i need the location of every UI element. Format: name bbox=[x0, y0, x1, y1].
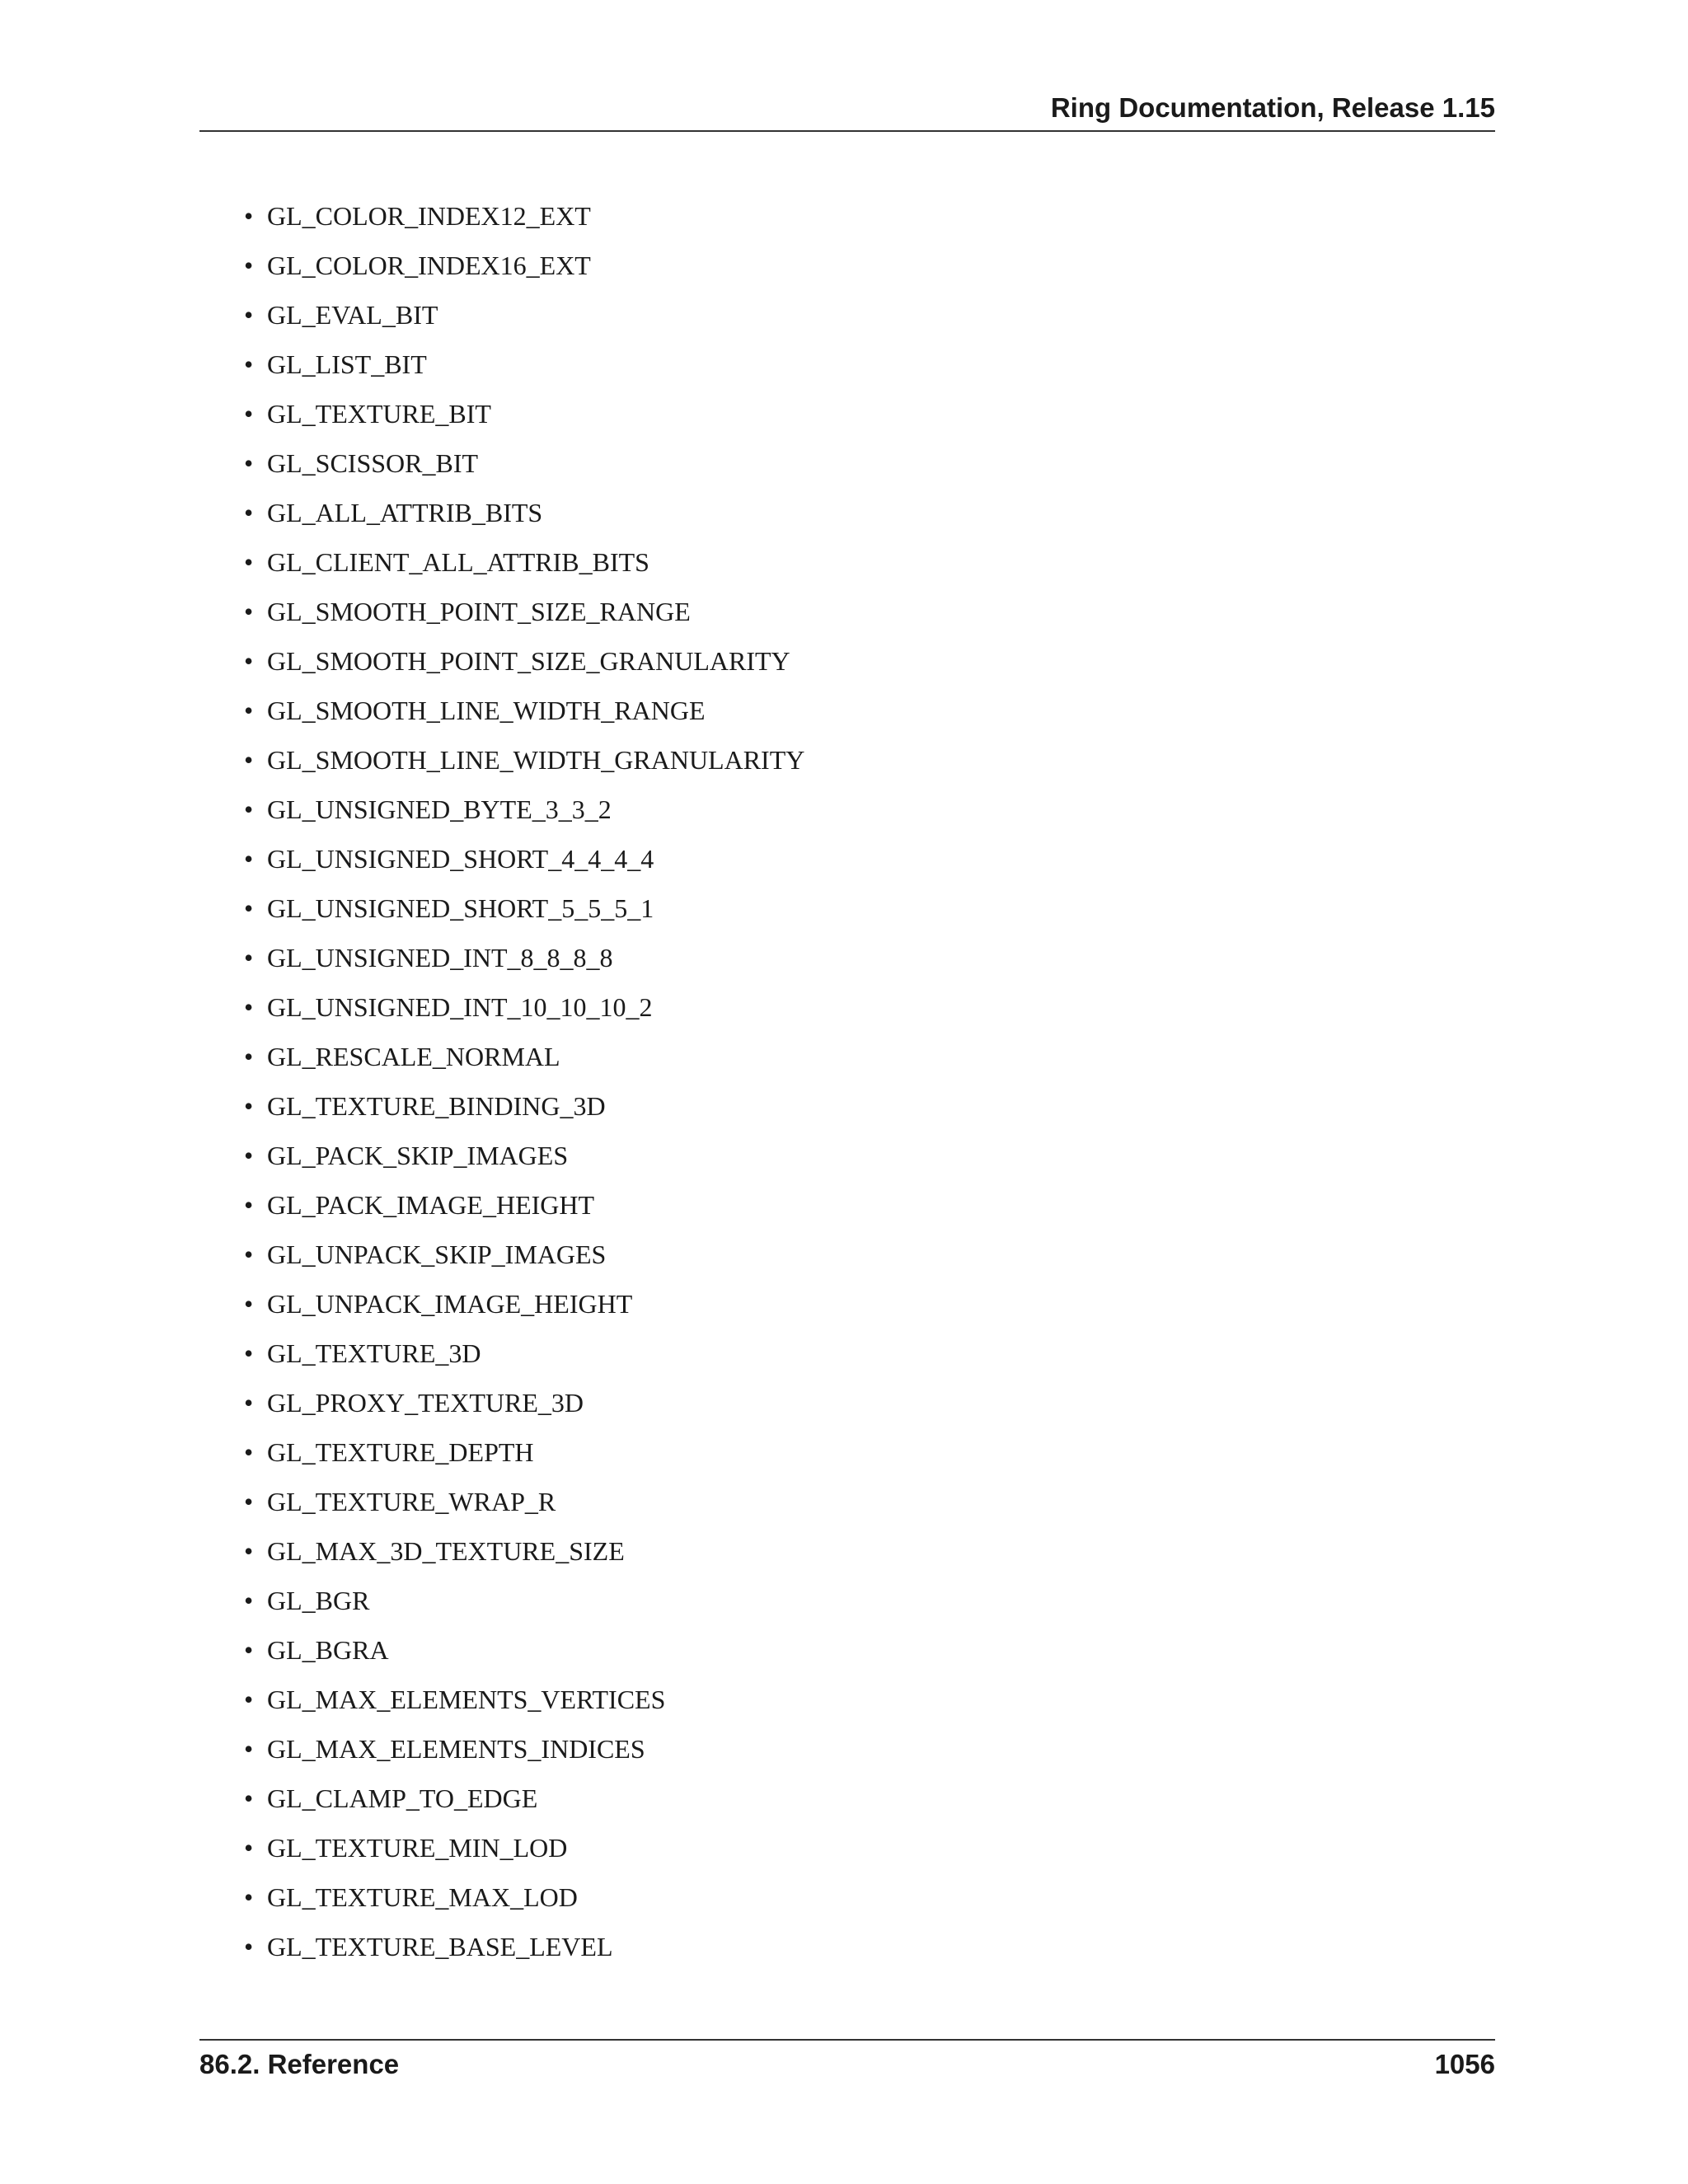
constant-name: GL_TEXTURE_DEPTH bbox=[267, 1437, 534, 1467]
constant-name: GL_UNSIGNED_SHORT_4_4_4_4 bbox=[267, 844, 654, 874]
list-item bbox=[244, 494, 804, 544]
bullet-icon: • bbox=[244, 448, 254, 478]
constant-name: GL_PACK_IMAGE_HEIGHT bbox=[267, 1190, 595, 1220]
list-item bbox=[244, 1879, 804, 1929]
list-item bbox=[244, 1830, 804, 1879]
list-item bbox=[244, 1533, 804, 1582]
document-title: Ring Documentation, Release 1.15 bbox=[1050, 92, 1495, 123]
constant-name: GL_TEXTURE_BINDING_3D bbox=[267, 1091, 606, 1121]
list-item bbox=[244, 297, 804, 346]
bullet-icon: • bbox=[244, 251, 254, 280]
bullet-icon: • bbox=[244, 745, 254, 775]
constant-name: GL_SMOOTH_POINT_SIZE_GRANULARITY bbox=[267, 646, 790, 676]
section-reference: 86.2. Reference bbox=[199, 2049, 400, 2079]
list-item bbox=[244, 1681, 804, 1731]
bullet-icon: • bbox=[244, 1289, 254, 1319]
list-item bbox=[244, 1088, 804, 1137]
bullet-icon: • bbox=[244, 1487, 254, 1516]
list-item bbox=[244, 445, 804, 494]
list-item bbox=[244, 1038, 804, 1088]
list-item bbox=[244, 692, 804, 742]
bullet-icon: • bbox=[244, 1042, 254, 1071]
bullet-icon: • bbox=[244, 1932, 254, 1961]
list-item bbox=[244, 1187, 804, 1236]
list-item bbox=[244, 1137, 804, 1187]
list-item bbox=[244, 247, 804, 297]
constant-name: GL_UNSIGNED_INT_10_10_10_2 bbox=[267, 992, 653, 1022]
constant-name: GL_COLOR_INDEX16_EXT bbox=[267, 251, 591, 280]
constant-name: GL_TEXTURE_BASE_LEVEL bbox=[267, 1932, 613, 1961]
list-item bbox=[244, 1632, 804, 1681]
bullet-icon: • bbox=[244, 349, 254, 379]
bullet-icon: • bbox=[244, 300, 254, 330]
list-item bbox=[244, 890, 804, 940]
list-item bbox=[244, 1286, 804, 1335]
bullet-icon: • bbox=[244, 992, 254, 1022]
list-item bbox=[244, 1335, 804, 1385]
constant-name: GL_SMOOTH_POINT_SIZE_RANGE bbox=[267, 597, 691, 626]
bullet-icon: • bbox=[244, 1734, 254, 1764]
list-item bbox=[244, 1731, 804, 1780]
constant-name: GL_LIST_BIT bbox=[267, 349, 427, 379]
constant-name: GL_TEXTURE_WRAP_R bbox=[267, 1487, 556, 1516]
bullet-icon: • bbox=[244, 646, 254, 676]
bullet-icon: • bbox=[244, 1783, 254, 1813]
page-number: 1056 bbox=[1434, 2049, 1495, 2079]
list-item bbox=[244, 1483, 804, 1533]
constant-name: GL_MAX_3D_TEXTURE_SIZE bbox=[267, 1536, 625, 1566]
constant-name: GL_TEXTURE_MIN_LOD bbox=[267, 1833, 568, 1863]
constant-list bbox=[244, 198, 804, 1978]
constant-name: GL_CLAMP_TO_EDGE bbox=[267, 1783, 538, 1813]
bullet-icon: • bbox=[244, 399, 254, 429]
list-item bbox=[244, 742, 804, 791]
bullet-icon: • bbox=[244, 597, 254, 626]
constant-name: GL_SCISSOR_BIT bbox=[267, 448, 479, 478]
bullet-icon: • bbox=[244, 794, 254, 824]
bullet-icon: • bbox=[244, 1240, 254, 1269]
list-item bbox=[244, 396, 804, 445]
list-item bbox=[244, 1236, 804, 1286]
list-item bbox=[244, 346, 804, 396]
constant-name: GL_BGRA bbox=[267, 1635, 389, 1665]
page-header bbox=[199, 91, 1495, 132]
list-item bbox=[244, 544, 804, 593]
constant-name: GL_TEXTURE_MAX_LOD bbox=[267, 1882, 578, 1912]
bullet-icon: • bbox=[244, 1833, 254, 1863]
bullet-icon: • bbox=[244, 696, 254, 725]
list-item bbox=[244, 1385, 804, 1434]
constant-name: GL_RESCALE_NORMAL bbox=[267, 1042, 560, 1071]
bullet-icon: • bbox=[244, 547, 254, 577]
bullet-icon: • bbox=[244, 844, 254, 874]
bullet-icon: • bbox=[244, 1882, 254, 1912]
list-item bbox=[244, 1929, 804, 1978]
list-item bbox=[244, 1434, 804, 1483]
bullet-icon: • bbox=[244, 1685, 254, 1714]
constant-name: GL_CLIENT_ALL_ATTRIB_BITS bbox=[267, 547, 649, 577]
constant-name: GL_MAX_ELEMENTS_VERTICES bbox=[267, 1685, 666, 1714]
list-item bbox=[244, 1780, 804, 1830]
list-item bbox=[244, 940, 804, 989]
constant-name: GL_PACK_SKIP_IMAGES bbox=[267, 1141, 569, 1170]
bullet-icon: • bbox=[244, 1388, 254, 1418]
constant-name: GL_EVAL_BIT bbox=[267, 300, 438, 330]
constant-name: GL_COLOR_INDEX12_EXT bbox=[267, 201, 591, 231]
bullet-icon: • bbox=[244, 1190, 254, 1220]
list-item bbox=[244, 989, 804, 1038]
bullet-icon: • bbox=[244, 201, 254, 231]
constant-name: GL_ALL_ATTRIB_BITS bbox=[267, 498, 543, 527]
constant-name: GL_SMOOTH_LINE_WIDTH_RANGE bbox=[267, 696, 706, 725]
list-item bbox=[244, 198, 804, 247]
constant-name: GL_SMOOTH_LINE_WIDTH_GRANULARITY bbox=[267, 745, 805, 775]
constant-name: GL_UNSIGNED_BYTE_3_3_2 bbox=[267, 794, 612, 824]
constant-name: GL_BGR bbox=[267, 1586, 370, 1615]
constant-name: GL_UNSIGNED_INT_8_8_8_8 bbox=[267, 943, 613, 972]
list-item bbox=[244, 1582, 804, 1632]
bullet-icon: • bbox=[244, 498, 254, 527]
bullet-icon: • bbox=[244, 893, 254, 923]
bullet-icon: • bbox=[244, 1536, 254, 1566]
list-item bbox=[244, 791, 804, 841]
bullet-icon: • bbox=[244, 1635, 254, 1665]
list-item bbox=[244, 841, 804, 890]
bullet-icon: • bbox=[244, 1586, 254, 1615]
constant-name: GL_UNPACK_SKIP_IMAGES bbox=[267, 1240, 607, 1269]
constant-name: GL_UNPACK_IMAGE_HEIGHT bbox=[267, 1289, 633, 1319]
bullet-icon: • bbox=[244, 1091, 254, 1121]
bullet-icon: • bbox=[244, 1141, 254, 1170]
constant-name: GL_MAX_ELEMENTS_INDICES bbox=[267, 1734, 645, 1764]
constant-name: GL_TEXTURE_BIT bbox=[267, 399, 491, 429]
bullet-icon: • bbox=[244, 1338, 254, 1368]
constant-name: GL_PROXY_TEXTURE_3D bbox=[267, 1388, 584, 1418]
constant-name: GL_TEXTURE_3D bbox=[267, 1338, 481, 1368]
constant-name: GL_UNSIGNED_SHORT_5_5_5_1 bbox=[267, 893, 654, 923]
bullet-icon: • bbox=[244, 943, 254, 972]
list-item bbox=[244, 643, 804, 692]
page-footer bbox=[199, 2039, 1495, 2090]
bullet-icon: • bbox=[244, 1437, 254, 1467]
list-item bbox=[244, 593, 804, 643]
